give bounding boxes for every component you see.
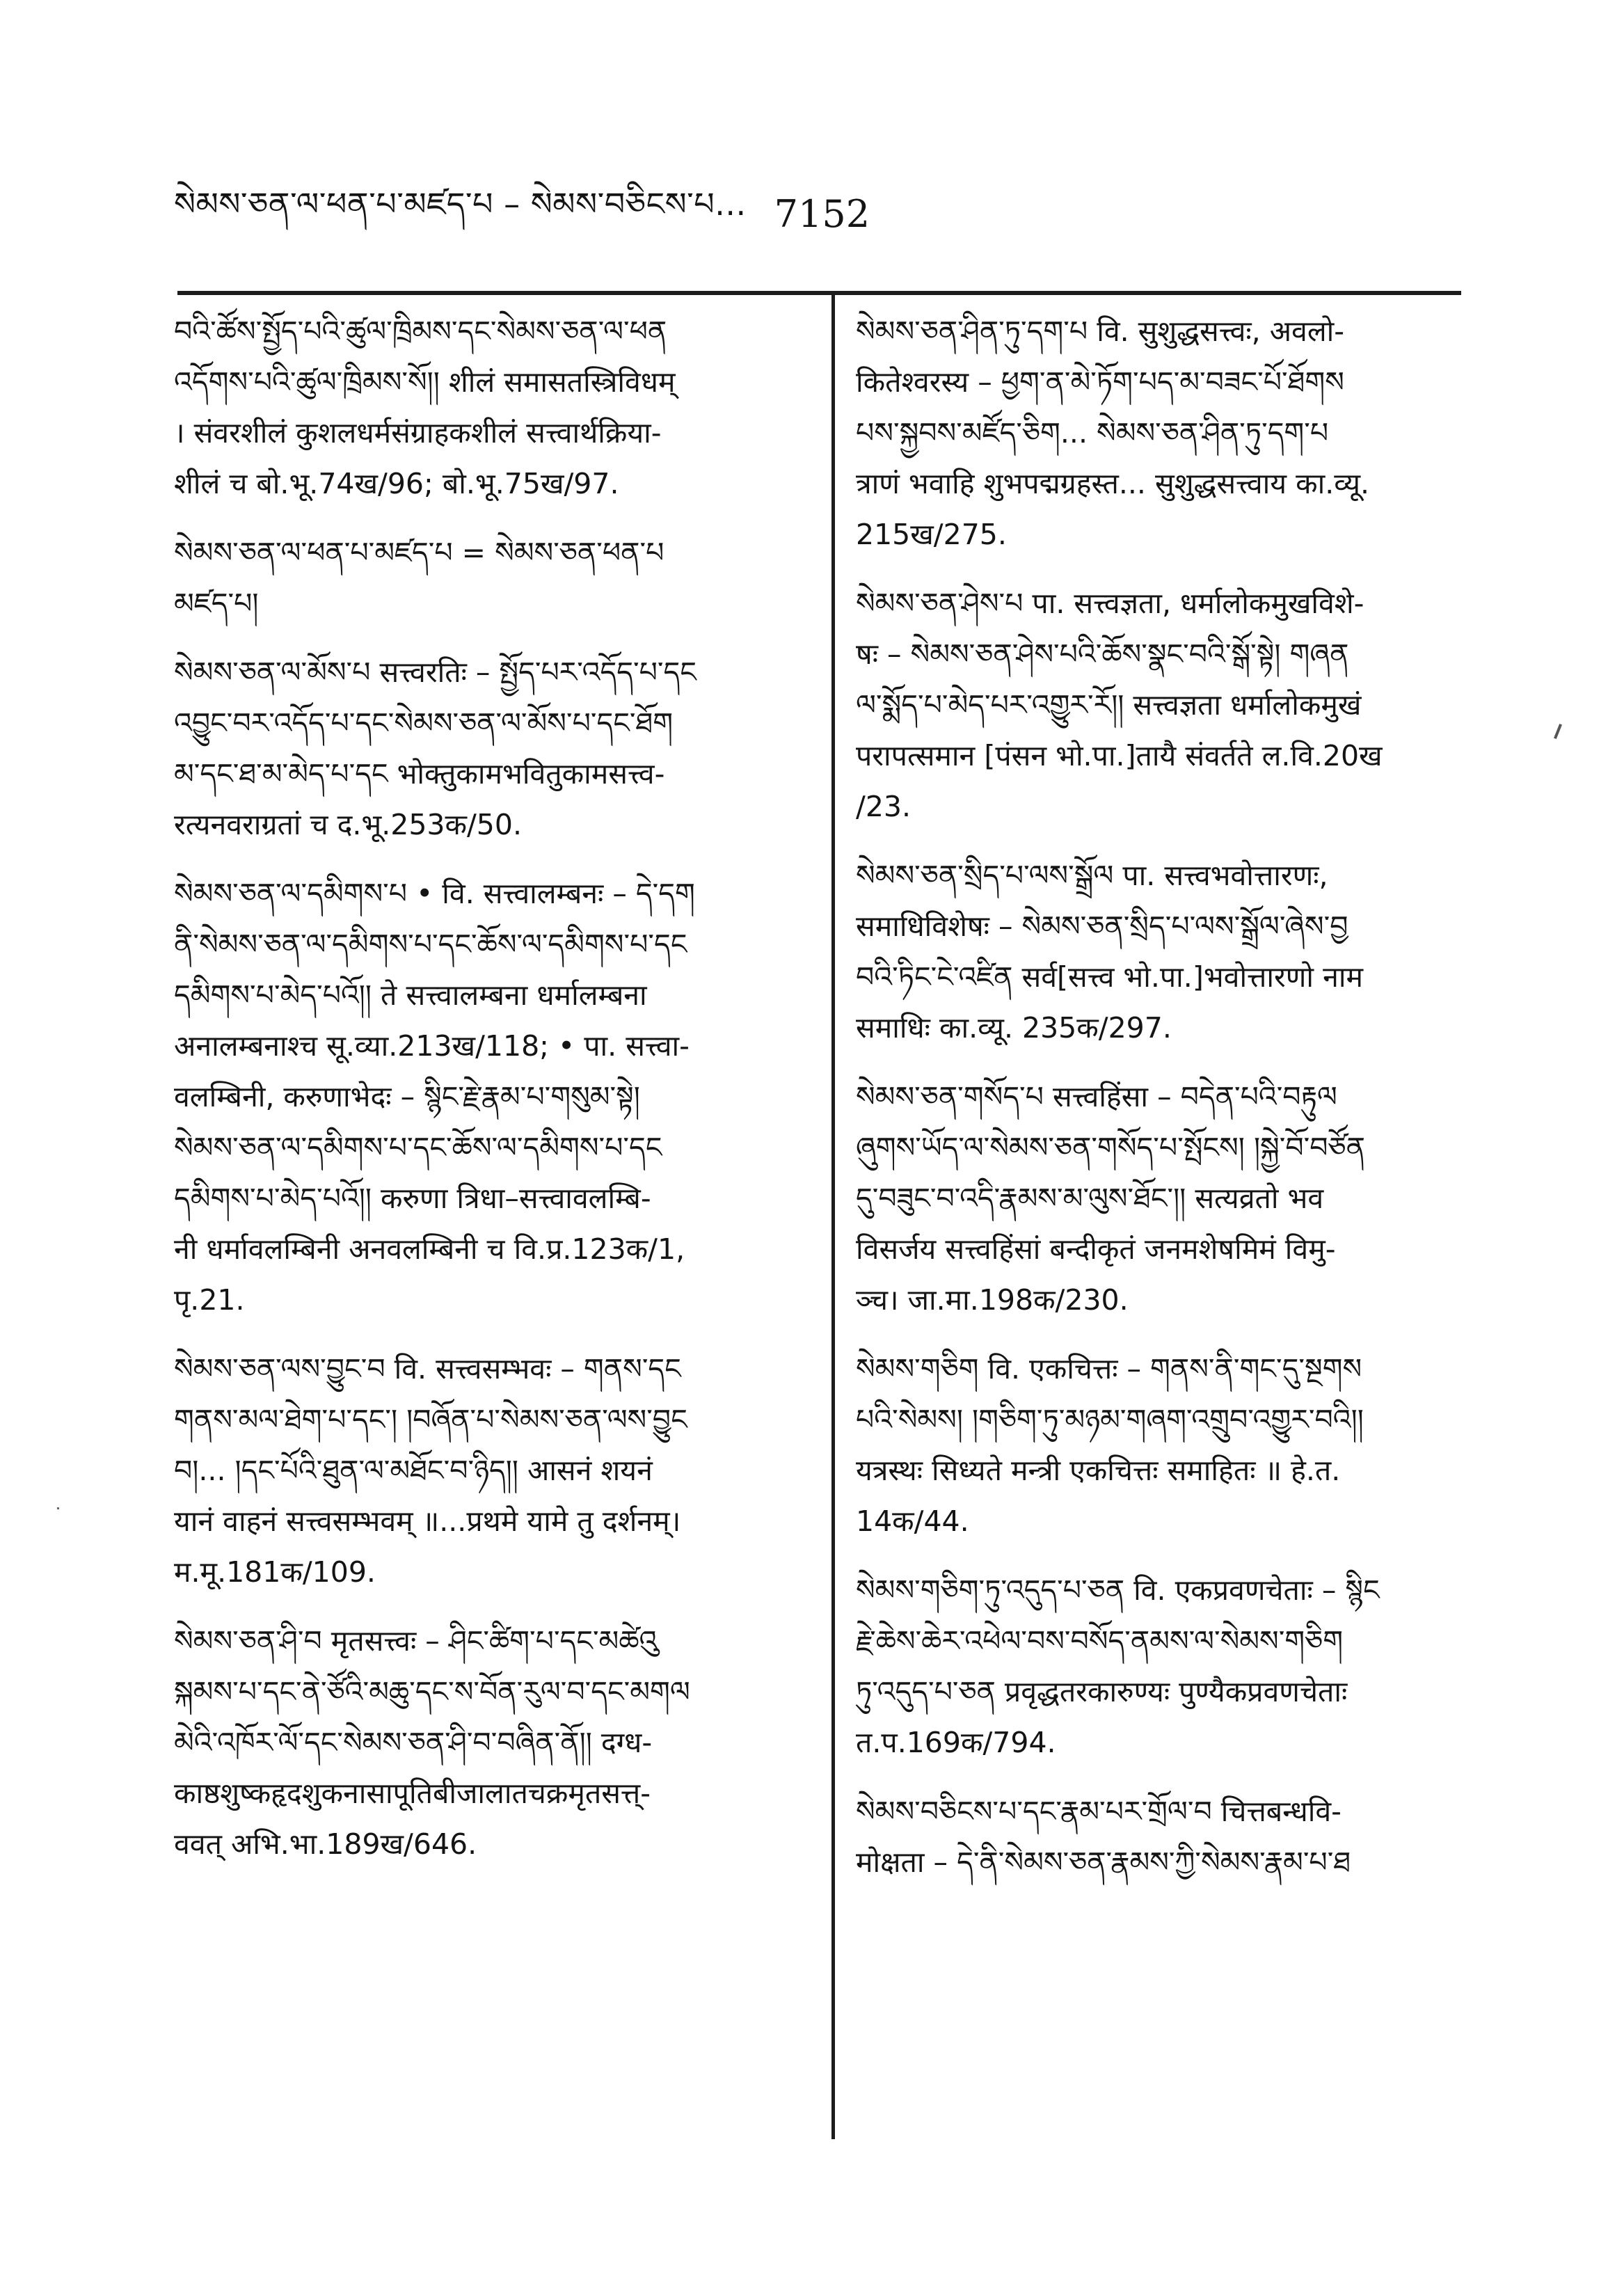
entry-line: སེམས་ཅན་ལ་ཕན་པ་མཛད་པ = སེམས་ཅན་ཕན་པ bbox=[174, 536, 664, 569]
entry-line: यत्रस्थः सिध्यते मन्त्री एकचित्तः समाहितः ॥ हे.त. bbox=[856, 1454, 1341, 1487]
entry-line: 14क/44. bbox=[856, 1505, 969, 1538]
entry-line: त्राणं भवाहि शुभपद्मग्रहस्त... सुशुद्धसत्त्वाय का.व्यू. bbox=[856, 467, 1370, 500]
dictionary-entry bbox=[174, 647, 786, 850]
entry-line: ལ་སྨོད་པ་མེད་པར་འགྱུར་རོ།། सत्त्वज्ञता धर्मालोकमुखं bbox=[856, 688, 1362, 722]
entry-line: म.मू.181क/109. bbox=[174, 1555, 376, 1589]
entry-line: ཏུ་འདུད་པ་ཅན प्रवृद्धतरकारुण्यः पुण्यैकप्रवणचेताः bbox=[856, 1675, 1348, 1708]
entry-line: यानं वाहनं सत्त्वसम्भवम् ॥...प्रथमे यामे तु दर्शनम्। bbox=[174, 1505, 681, 1538]
entry-line: । संवरशीलं कुशलधर्मसंग्राहकशीलं सत्त्वार्थक्रिया- bbox=[174, 416, 662, 450]
dictionary-entry bbox=[856, 306, 1468, 560]
entry-line: काष्ठशुष्कहृदशुकनासापूतिबीजालातचक्रमृतसत्त्- bbox=[174, 1777, 651, 1810]
entry-line: འབྱུང་བར་འདོད་པ་དང་སེམས་ཅན་ལ་མོས་པ་དང་ཐོག bbox=[174, 706, 674, 740]
scan-speck bbox=[57, 1507, 59, 1509]
entry-line: སེམས་གཅིག་ཏུ་འདུད་པ་ཅན वि. एकप्रवणचेताः – སྙིང bbox=[856, 1573, 1380, 1607]
entry-line: परापत्समान [पंसन भो.पा.]तायै संवर्तते ल.वि.20ख bbox=[856, 739, 1383, 772]
entry-line: कितेश्वरस्य – ཕྱག་ན་མེ་ཏོག་པད་མ་བཟང་པོ་ཐོགས bbox=[856, 365, 1344, 399]
entry-line: समाधिविशेषः – སེམས་ཅན་སྲིད་པ་ལས་སྒྲོལ་ཞེས་བྱ bbox=[856, 910, 1348, 943]
entry-line: གནས་མལ་ཐེག་པ་དང་། །བཞོན་པ་སེམས་ཅན་ལས་བྱུང bbox=[174, 1403, 687, 1436]
entry-line: འདོགས་པའི་ཚུལ་ཁྲིམས་སོ།། शीलं समासतस्त्रिविधम् bbox=[174, 365, 676, 399]
header-rule bbox=[177, 291, 1461, 295]
entry-line: མེའི་འཁོར་ལོ་དང་སེམས་ཅན་ཤི་བ་བཞིན་ནོ།། दग्ध- bbox=[174, 1726, 653, 1759]
entry-line: ནི་སེམས་ཅན་ལ་དམིགས་པ་དང་ཆོས་ལ་དམིགས་པ་དང bbox=[174, 928, 687, 961]
entry-line: विसर्जय सत्त्वहिंसां बन्दीकृतं जनमशेषमिमं विमु- bbox=[856, 1232, 1336, 1266]
entry-line: མ་དང་ཐ་མ་མེད་པ་དང भोक्तुकामभवितुकामसत्त्व- bbox=[174, 757, 665, 791]
entry-line: मोक्षता – དེ་ནི་སེམས་ཅན་རྣམས་ཀྱི་སེམས་རྣམ་པ་ཐ bbox=[856, 1846, 1351, 1879]
dictionary-entry bbox=[856, 1344, 1468, 1547]
entry-line: नी धर्मावलम्बिनी अनवलम्बिनी च वि.प्र.123क/1, bbox=[174, 1232, 685, 1266]
header-entry-range: སེམས་ཅན་ལ་ཕན་པ་མཛད་པ – སེམས་བཅིངས་པ... bbox=[174, 184, 747, 223]
dictionary-entry bbox=[856, 1072, 1468, 1326]
entry-line: སེམས་ཅན་སྲིད་པ་ལས་སྒྲོལ पा. सत्त्वभवोत्तारणः, bbox=[856, 859, 1328, 892]
entry-line: त.प.169क/794. bbox=[856, 1726, 1056, 1759]
entry-line: དམིགས་པ་མེད་པའོ།། करुणा त्रिधा–सत्त्वावलम्बि- bbox=[174, 1182, 651, 1215]
page-number: 7152 bbox=[774, 191, 870, 236]
entry-line: སེམས་ཅན་ལ་དམིགས་པ • वि. सत्त्वालम्बनः – དེ་དག bbox=[174, 877, 695, 910]
entry-line: ववत् अभि.भा.189ख/646. bbox=[174, 1827, 477, 1861]
entry-line: སྐམས་པ་དང་ནེ་ཙོའི་མཆུ་དང་ས་བོན་རུལ་བ་དང་མགལ bbox=[174, 1675, 690, 1708]
dictionary-entry bbox=[174, 868, 786, 1326]
dictionary-entry bbox=[174, 527, 786, 629]
entry-line: རྗེ་ཆེས་ཆེར་འཕེལ་བས་བསོད་ནམས་ལ་སེམས་གཅིག bbox=[856, 1624, 1344, 1658]
entry-line: སེམས་བཅིངས་པ་དང་རྣམ་པར་གྲོལ་བ चित्तबन्धवि- bbox=[856, 1795, 1342, 1828]
entry-line: ञ्च। जा.मा.198क/230. bbox=[856, 1283, 1129, 1317]
entry-line: དམིགས་པ་མེད་པའོ།། ते सत्त्वालम्बना धर्मालम्बना bbox=[174, 978, 647, 1012]
entry-line: 215ख/275. bbox=[856, 518, 1007, 551]
entry-line: བ།... །དང་པོའི་ཐུན་ལ་མཐོང་བ་ཉིད།། आसनं शयनं bbox=[174, 1454, 653, 1487]
entry-line: शीलं च बो.भू.74ख/96; बो.भू.75ख/97. bbox=[174, 467, 619, 500]
entry-line: པའི་སེམས། །གཅིག་ཏུ་མཉམ་གཞག་འགྲུབ་འགྱུར་བའི།། bbox=[856, 1403, 1364, 1436]
dictionary-entry bbox=[174, 1344, 786, 1598]
entry-line: བའི་ཏིང་ངེ་འཛིན सर्व[सत्त्व भो.पा.]भवोत्तारणो नाम bbox=[856, 960, 1363, 994]
entry-line: སེམས་གཅིག वि. एकचित्तः – གནས་ནི་གང་དུ་སྔགས bbox=[856, 1352, 1362, 1386]
column-divider bbox=[831, 295, 835, 2139]
entry-line: དུ་བཟུང་བ་འདི་རྣམས་མ་ལུས་ཐོང་།། सत्यव्रतो भव bbox=[856, 1182, 1324, 1215]
entry-line: པས་སྐྱབས་མཛོད་ཅིག... སེམས་ཅན་ཤིན་ཏུ་དག་པ bbox=[856, 416, 1329, 450]
page-header bbox=[174, 182, 939, 245]
entry-line: སེམས་ཅན་ལ་དམིགས་པ་དང་ཆོས་ལ་དམིགས་པ་དང bbox=[174, 1131, 662, 1164]
entry-line: समाधिः का.व्यू. 235क/297. bbox=[856, 1011, 1172, 1045]
dictionary-entry bbox=[856, 1786, 1468, 1888]
entry-line: སེམས་ཅན་ཤིན་ཏུ་དག་པ वि. सुशुद्धसत्त्वः, अवलो- bbox=[856, 315, 1345, 348]
entry-line: སེམས་ཅན་ཤེས་པ पा. सत्त्वज्ञता, धर्मालोकमुखविशे- bbox=[856, 587, 1364, 620]
dictionary-entry bbox=[174, 1616, 786, 1870]
entry-line: अनालम्बनाश्च सू.व्या.213ख/118; • पा. सत्त्वा- bbox=[174, 1029, 690, 1063]
entry-line: रत्यनवराग्रतां च द.भू.253क/50. bbox=[174, 808, 523, 841]
entry-line: སེམས་ཅན་ཤི་བ मृतसत्त्वः – ཤིང་ཚིག་པ་དང་མཚེའུ bbox=[174, 1624, 658, 1658]
entry-line: སེམས་ཅན་ལས་བྱུང་བ वि. सत्त्वसम्भवः – གནས་དང bbox=[174, 1352, 681, 1386]
entry-line: མཛད་པ། bbox=[174, 587, 259, 620]
dictionary-entry bbox=[856, 1565, 1468, 1768]
entry-line: ཞུགས་ཡོད་ལ་སེམས་ཅན་གསོད་པ་སྤོངས། །སྐྱེ་བོ་བཙོན bbox=[856, 1131, 1365, 1164]
right-column bbox=[856, 306, 1468, 1906]
entry-line: བའི་ཚོས་སྤྱོད་པའི་ཚུལ་ཁྲིམས་དང་སེམས་ཅན་ལ་ཕན bbox=[174, 315, 667, 348]
left-column bbox=[174, 306, 786, 1888]
dictionary-entry bbox=[174, 306, 786, 509]
entry-line: /23. bbox=[856, 790, 911, 823]
entry-line: སེམས་ཅན་ལ་མོས་པ सत्त्वरतिः – སྤྱོད་པར་འདོད་པ་དང bbox=[174, 656, 696, 689]
entry-line: སེམས་ཅན་གསོད་པ सत्त्वहिंसा – བདེན་པའི་བརྟུལ bbox=[856, 1080, 1337, 1113]
dictionary-entry bbox=[856, 850, 1468, 1054]
entry-line: वलम्बिनी, करुणाभेदः – སྙིང་རྗེ་རྣམ་པ་གསུམ་སྟེ། bbox=[174, 1080, 640, 1113]
margin-pencil-mark bbox=[1554, 724, 1562, 739]
entry-line: पृ.21. bbox=[174, 1283, 245, 1317]
dictionary-entry bbox=[856, 578, 1468, 832]
entry-line: षः – སེམས་ཅན་ཤེས་པའི་ཆོས་སྣང་བའི་སྒོ་སྟེ། གཞན bbox=[856, 637, 1349, 671]
